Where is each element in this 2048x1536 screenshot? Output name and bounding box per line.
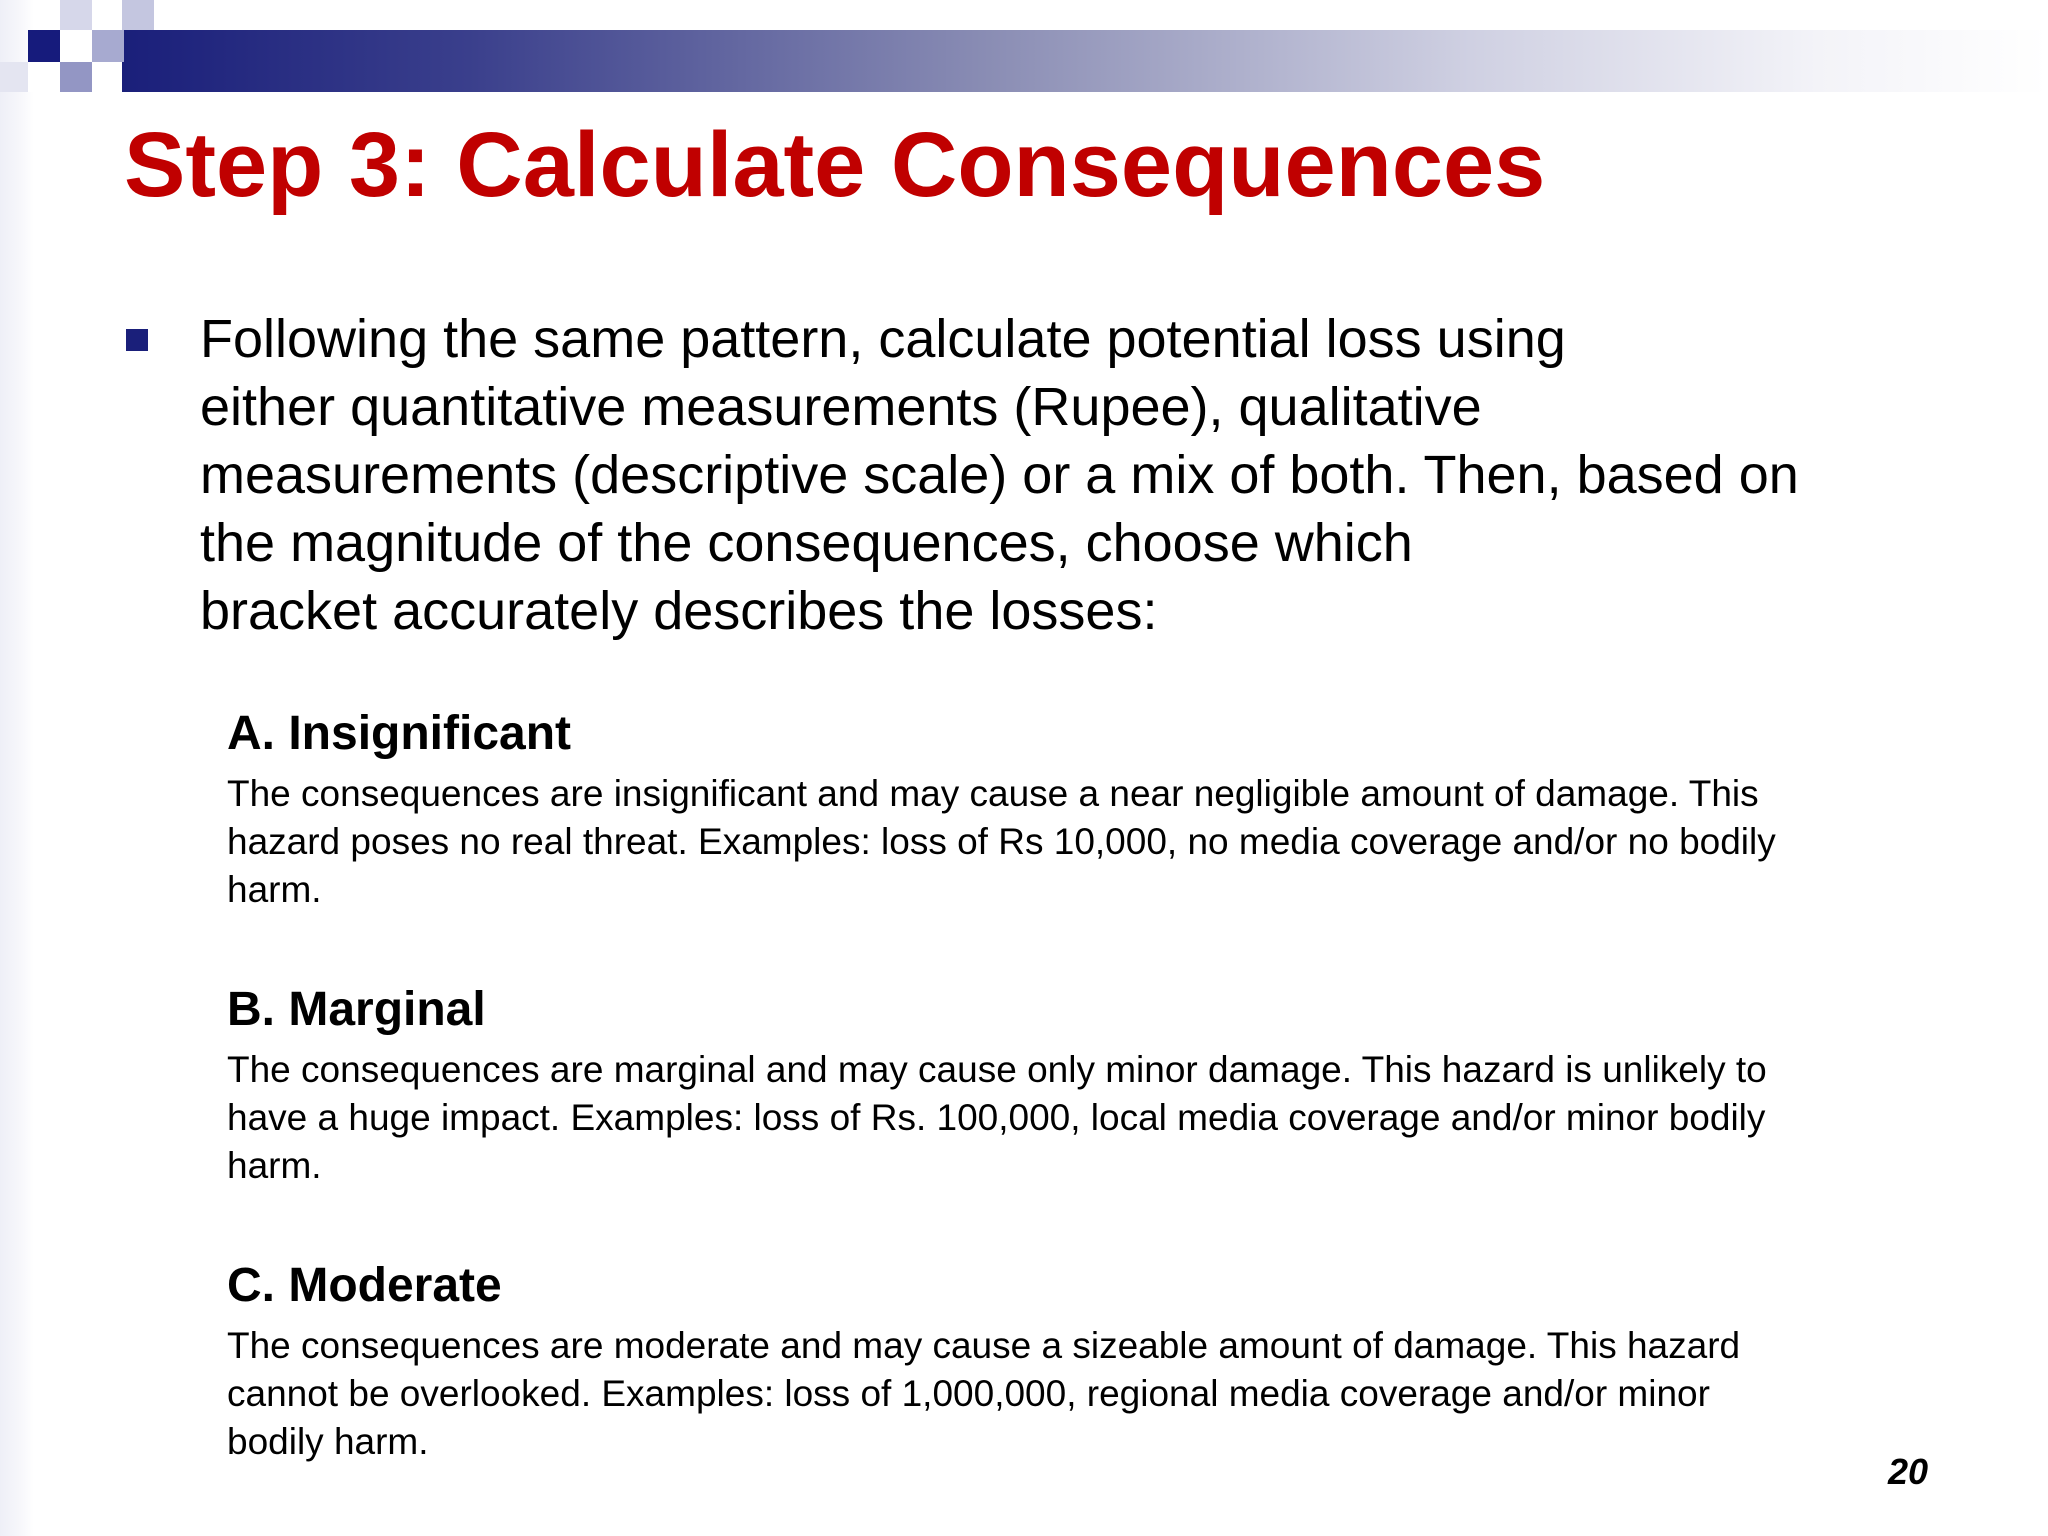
bullet-text: [200, 305, 2030, 645]
bullet-text-line: either quantitative measurements (Rupee), qualitative: [200, 377, 1482, 437]
item-description: [227, 770, 1907, 914]
item-description-line: The consequences are marginal and may cause only minor damage. This hazard is unlikely to: [227, 1049, 1767, 1090]
item-description-line: cannot be overlooked. Examples: loss of 1,000,000, regional media coverage and/or minor: [227, 1373, 1710, 1414]
item-description-line: have a huge impact. Examples: loss of Rs. 100,000, local media coverage and/or minor bodily: [227, 1097, 1766, 1138]
item-heading: A. Insignificant: [227, 707, 572, 760]
header-gradient-bar: [122, 30, 2048, 92]
bullet-text-line: Following the same pattern, calculate potential loss using: [200, 309, 1566, 369]
item-description-line: harm.: [227, 1145, 322, 1186]
slide-title: Step 3: Calculate Consequences: [124, 114, 1546, 216]
decorative-square: [60, 62, 92, 92]
item-description-line: harm.: [227, 869, 322, 910]
consequence-item-marginal: [227, 982, 1907, 1190]
decorative-square: [0, 62, 28, 92]
item-description: [227, 1046, 1907, 1190]
item-description-line: hazard poses no real threat. Examples: loss of Rs 10,000, no media coverage and/or no bodily: [227, 821, 1776, 862]
decorative-square: [92, 30, 124, 62]
bullet-text-line: measurements (descriptive scale) or a mix of both. Then, based on: [200, 445, 1799, 505]
item-description-line: The consequences are insignificant and may cause a near negligible amount of damage. This: [227, 773, 1759, 814]
item-description: [227, 1322, 1907, 1466]
decorative-square: [122, 0, 154, 30]
left-edge-shade: [0, 0, 34, 1536]
bullet-text-line: bracket accurately describes the losses:: [200, 581, 1158, 641]
decorative-square: [28, 30, 60, 62]
page-number: 20: [1887, 1451, 1928, 1492]
decorative-square: [60, 0, 92, 30]
consequence-item-insignificant: [227, 706, 1907, 914]
item-description-line: The consequences are moderate and may cause a sizeable amount of damage. This hazard: [227, 1325, 1741, 1366]
item-heading: C. Moderate: [227, 1259, 502, 1312]
consequence-item-moderate: [227, 1258, 1907, 1466]
item-heading: B. Marginal: [227, 983, 486, 1036]
bullet-text-line: the magnitude of the consequences, choose which: [200, 513, 1413, 573]
decorative-square: [28, 62, 60, 92]
square-bullet-icon: [126, 329, 148, 351]
item-description-line: bodily harm.: [227, 1421, 429, 1462]
